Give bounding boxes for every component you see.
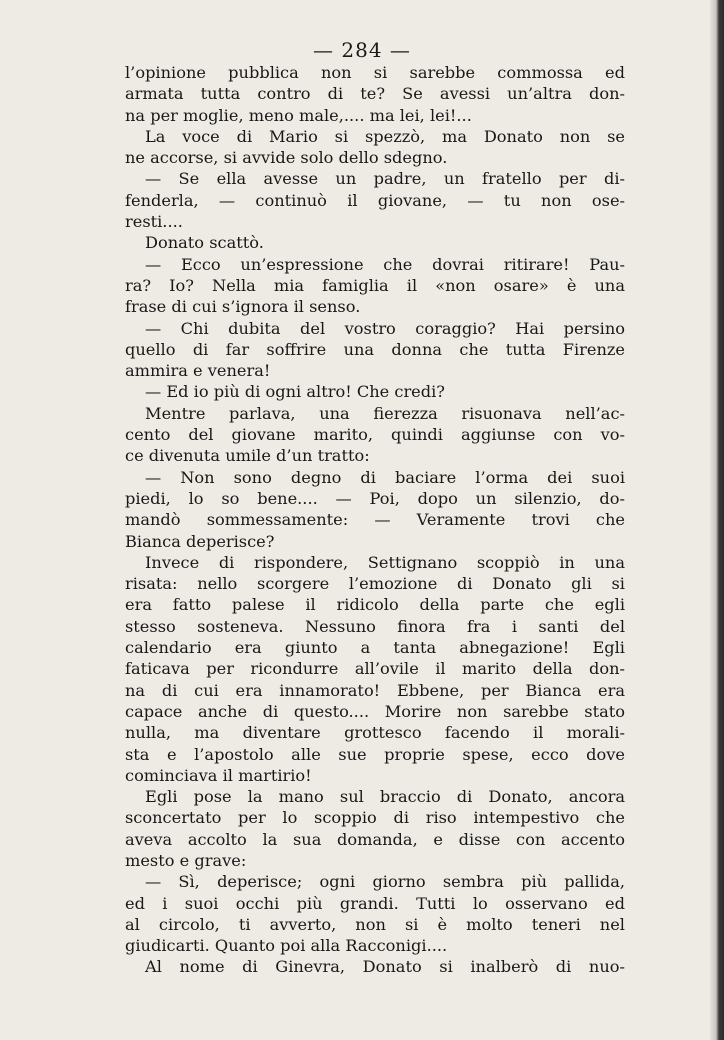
text-line: Donato scattò. — [145, 233, 264, 253]
text-line: capace anche di questo.... Morire non sarebbe stato — [125, 701, 625, 721]
text-line: — Chi dubita del vostro coraggio? Hai persino — [145, 318, 625, 338]
text-line: mesto e grave: — [125, 850, 247, 870]
text-line: Mentre parlava, una fierezza risuonava nell’ac- — [145, 403, 625, 423]
text-line: stesso sosteneva. Nessuno finora fra i santi del — [125, 616, 625, 636]
text-line: — Se ella avesse un padre, un fratello per di- — [145, 169, 625, 189]
text-line: — Ed io più di ogni altro! Che credi? — [145, 382, 445, 402]
text-line: La voce di Mario si spezzò, ma Donato non se — [145, 126, 625, 146]
text-line: sconcertato per lo scoppio di riso intempestivo che — [125, 808, 625, 828]
text-line: armata tutta contro di te? Se avessi un’altra don- — [125, 84, 625, 104]
text-line: — Ecco un’espressione che dovrai ritirare! Pau- — [145, 254, 625, 274]
text-line: cominciava il martirio! — [125, 765, 312, 785]
text-line: giudicarti. Quanto poi alla Racconigi.... — [125, 936, 448, 956]
text-line: frase di cui s’ignora il senso. — [125, 297, 361, 317]
text-line: Al nome di Ginevra, Donato si inalberò di nuo- — [145, 957, 625, 977]
text-line: ne accorse, si avvide solo dello sdegno. — [125, 148, 448, 168]
text-line: — Sì, deperisce; ogni giorno sembra più pallida, — [145, 872, 625, 892]
text-line: calendario era giunto a tanta abnegazione! Egli — [125, 638, 625, 658]
text-line: Egli pose la mano sul braccio di Donato, ancora — [145, 787, 625, 807]
text-line: era fatto palese il ridicolo della parte che egli — [125, 595, 625, 615]
text-line: l’opinione pubblica non si sarebbe commossa ed — [125, 63, 625, 82]
text-line: Bianca deperisce? — [125, 531, 275, 551]
text-line: Invece di rispondere, Settignano scoppiò in una — [145, 552, 625, 572]
text-line: cento del giovane marito, quindi aggiunse con vo- — [125, 425, 625, 445]
text-line: quello di far soffrire una donna che tutta Firenze — [125, 339, 625, 359]
text-line: nulla, ma diventare grottesco facendo il morali- — [125, 723, 625, 743]
book-spine-edge — [710, 0, 724, 1040]
text-line: fenderla, — continuò il giovane, — tu non ose- — [125, 190, 625, 210]
text-line: resti.... — [125, 212, 183, 232]
text-line: faticava per ricondurre all’ovile il marito della don- — [125, 659, 625, 679]
text-line: mandò sommessamente: — Veramente trovi che — [125, 510, 625, 530]
body-text — [125, 62, 625, 978]
text-line: risata: nello scorgere l’emozione di Donato gli si — [125, 574, 625, 594]
text-line: al circolo, ti avverto, non si è molto teneri nel — [125, 914, 625, 934]
text-line: ammira e venera! — [125, 361, 271, 381]
text-line: ra? Io? Nella mia famiglia il «non osare» è una — [125, 275, 625, 295]
text-line: sta e l’apostolo alle sue proprie spese, ecco dove — [125, 744, 625, 764]
text-line: — Non sono degno di baciare l’orma dei suoi — [145, 467, 625, 487]
text-line: ed i suoi occhi più grandi. Tutti lo osservano ed — [125, 893, 625, 913]
page-number: — 284 — — [313, 38, 411, 62]
text-line: ce divenuta umile d’un tratto: — [125, 446, 370, 466]
text-line: piedi, lo so bene.... — Poi, dopo un silenzio, do- — [125, 488, 625, 508]
text-line: aveva accolto la sua domanda, e disse con accento — [125, 829, 625, 849]
text-line: na per moglie, meno male,.... ma lei, lei!... — [125, 105, 472, 125]
text-line: na di cui era innamorato! Ebbene, per Bianca era — [125, 680, 625, 700]
